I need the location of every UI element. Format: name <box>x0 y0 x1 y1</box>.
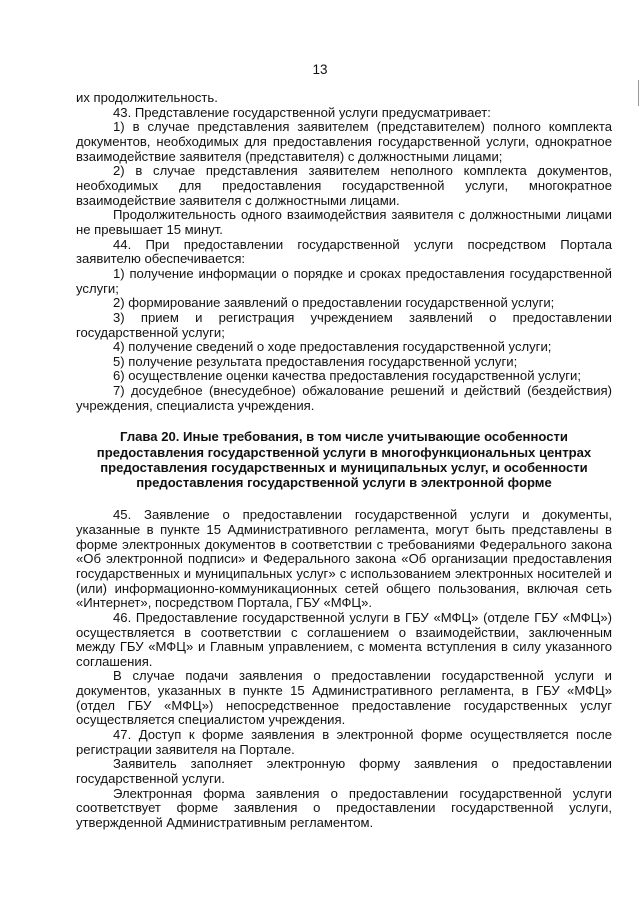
paragraph: 46. Предоставление государственной услуги в ГБУ «МФЦ» (отделе ГБУ «МФЦ») осуществляется в соответствии с соглашением о взаимодействии, заключенным между ГБУ «МФЦ» и Главным управлением, с момента вступления в силу указанного соглашения. <box>76 609 612 669</box>
paragraph: 3) прием и регистрация учреждением заявлений о предоставлении государственной услуги; <box>76 309 612 340</box>
paragraph: 2) формирование заявлений о предоставлении государственной услуги; <box>113 295 555 311</box>
page-number: 13 <box>312 62 328 77</box>
paragraph: 7) досудебное (внесудебное) обжалование решений и действий (бездействия) учреждения, специалиста учреждения. <box>76 383 612 413</box>
document-body <box>76 91 612 831</box>
paragraph: 2) в случае представления заявителем неполного комплекта документов, необходимых для предоставления государственной услуги, многократное взаимодействие заявителя с должностными лицами. <box>76 163 612 208</box>
paragraph: 44. При предоставлении государственной услуги посредством Портала заявителю обеспечивается: <box>76 236 612 267</box>
paragraph: 1) в случае представления заявителем (представителем) полного комплекта документов, необходимых для предоставления государственной услуги, однократное взаимодействие заявителя (представителя) с должностными лицами; <box>76 119 612 164</box>
paragraph: Продолжительность одного взаимодействия заявителя с должностными лицами не превышает 15 минут. <box>76 207 612 237</box>
scan-margin-mark <box>638 80 639 106</box>
paragraph: В случае подачи заявления о предоставлении государственной услуги и документов, указанных в пункте 15 Административного регламента, в ГБУ «МФЦ» (отдел ГБУ «МФЦ») непосредственное предоставление государственных услуг осуществляется специалистом учреждения. <box>76 668 612 728</box>
paragraph: 47. Доступ к форме заявления в электронной форме осуществляется после регистрации заявителя на Портале. <box>76 727 612 757</box>
paragraph: 6) осуществление оценки качества предоставления государственной услуги; <box>113 368 582 384</box>
paragraphs-bottom <box>76 508 612 830</box>
paragraph: 5) получение результата предоставления государственной услуги; <box>113 353 518 369</box>
paragraph: 1) получение информации о порядке и сроках предоставления государственной услуги; <box>76 265 612 296</box>
chapter-heading: Глава 20. Иные требования, в том числе учитывающие особенности предоставления государственной услуги в многофункциональных центрах предоставления государственных и муниципальных услуг, и особенности предоставления государственной услуги в электронной форме <box>96 429 592 491</box>
paragraph: 4) получение сведений о ходе предоставления государственной услуги; <box>113 339 552 355</box>
paragraph: Электронная форма заявления о предоставлении государственной услуги соответствует форме заявления о предоставлении государственной услуги, утвержденной Административным регламентом. <box>76 785 612 831</box>
paragraphs-top <box>76 91 612 413</box>
paragraph: Заявитель заполняет электронную форму заявления о предоставлении государственной услуги. <box>76 756 612 787</box>
paragraph: 43. Представление государственной услуги предусматривает: <box>113 104 491 120</box>
paragraph: 45. Заявление о предоставлении государственной услуги и документы, указанные в пункте 15 Административного регламента, могут быть представлены в форме электронных документов в соответствии с требованиями Федерального закона «Об электронной подписи» и Федерального закона «Об организации предоставления государственных и муниципальных услуг» с использованием электронных носителей и (или) информационно-коммуникационных сетей общего пользования, включая сеть «Интернет», посредством Портала, ГБУ «МФЦ». <box>76 507 612 611</box>
paragraph: их продолжительность. <box>76 90 218 105</box>
